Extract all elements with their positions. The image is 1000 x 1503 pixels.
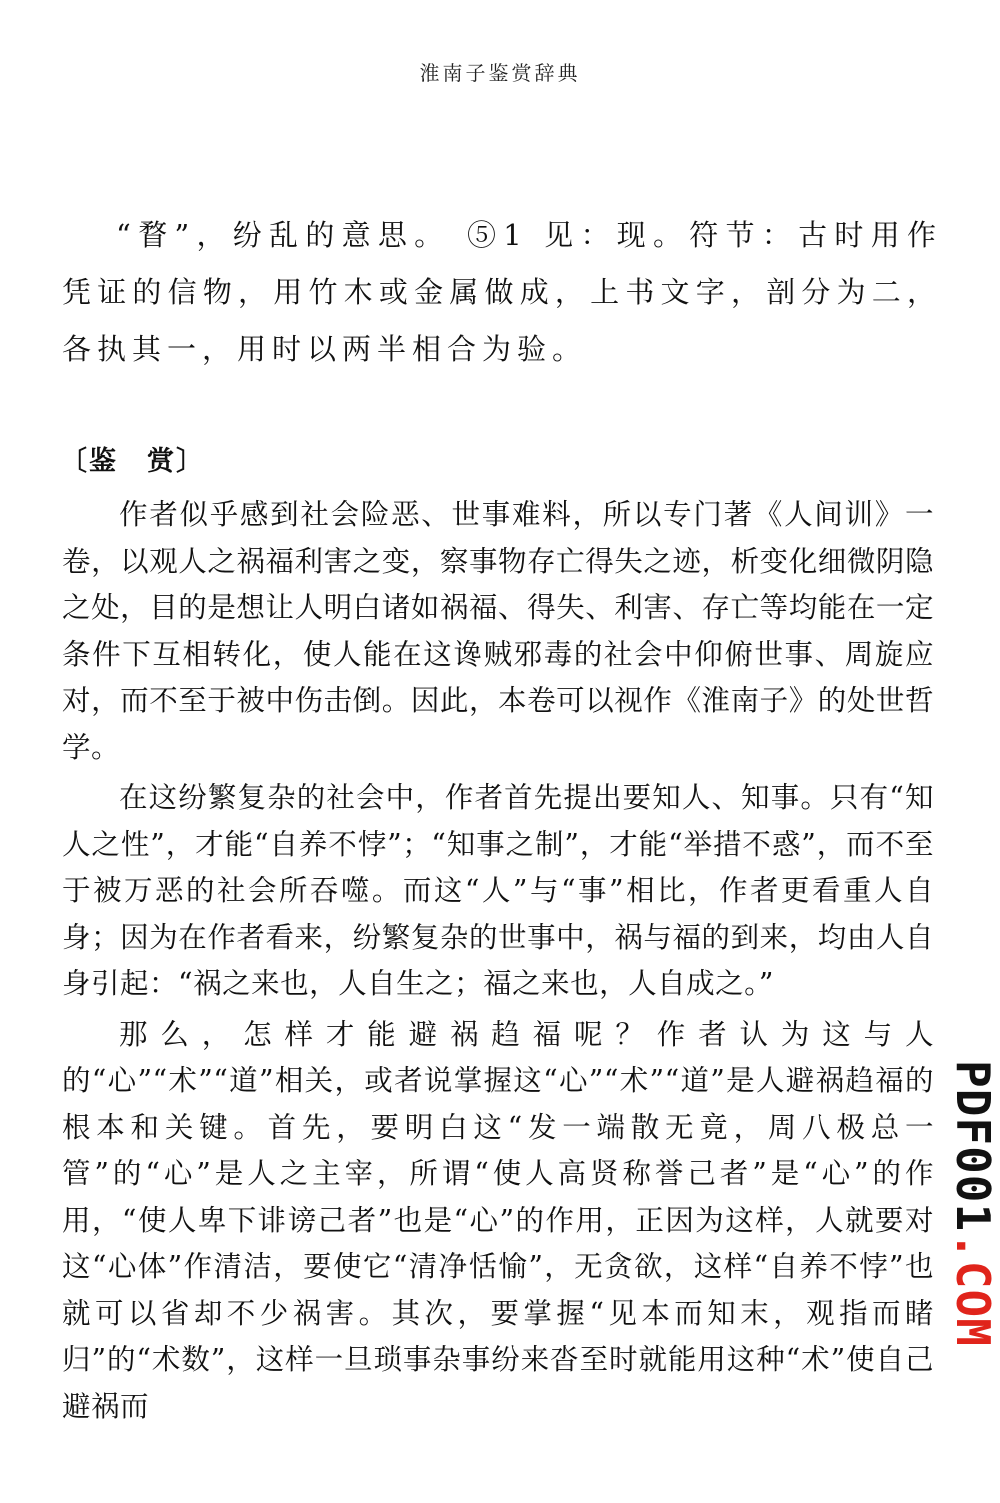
paragraph: 在这纷繁复杂的社会中，作者首先提出要知人、知事。只有“知人之性”，才能“自养不悖”；“知事之制”，才能“举措不惑”，而不至于被万恶的社会所吞噬。而这“人”与“事”相比，作者更看重人自身；因为在作者看来，纷繁复杂的世事中，祸与福的到来，均由人自身引起：“祸之来也，人自生之；福之来也，人自成之。” xyxy=(62,781,934,1000)
watermark xyxy=(948,1060,998,1347)
section-heading: 〔鉴 赏〕 xyxy=(60,446,205,477)
paragraph: 那么，怎样才能避祸趋福呢？作者认为这与人的“心”“术”“道”相关，或者说掌握这“心”“术”“道”是人避祸趋福的根本和关键。首先，要明白这“发一端散无竟，周八极总一管”的“心”是人之主宰，所谓“使人高贤称誉己者”是“心”的作用，“使人卑下诽谤己者”也是“心”的作用，正因为这样，人就要对这“心体”作清洁，要使它“清净恬愉”，无贪欲，这样“自养不悖”也就可以省却不少祸害。其次，要掌握“见本而知末，观指而睹归”的“术数”，这样一旦琐事杂事纷来沓至时就能用这种“术”使自己避祸而 xyxy=(62,1017,934,1423)
paragraph: 作者似乎感到社会险恶、世事难料，所以专门著《人间训》一卷，以观人之祸福利害之变，察事物存亡得失之迹，析变化细微阴隐之处，目的是想让人明白诸如祸福、得失、利害、存亡等均能在一定条件下互相转化，使人能在这谗贼邪毒的社会中仰俯世事、周旋应对，而不至于被中伤击倒。因此，本卷可以视作《淮南子》的处世哲学。 xyxy=(62,498,934,764)
running-head: 淮南子鉴赏辞典 xyxy=(419,61,581,85)
watermark-suffix: .COM xyxy=(946,1232,1000,1347)
watermark-main: PDF001 xyxy=(946,1060,1000,1233)
footnote-continuation: “瞀”，纷乱的意思。 ⑤1 见：现。符节：古时用作凭证的信物，用竹木或金属做成，上书文字，剖分为二，各执其一，用时以两半相合为验。 xyxy=(62,218,942,366)
body-text xyxy=(62,492,934,1434)
